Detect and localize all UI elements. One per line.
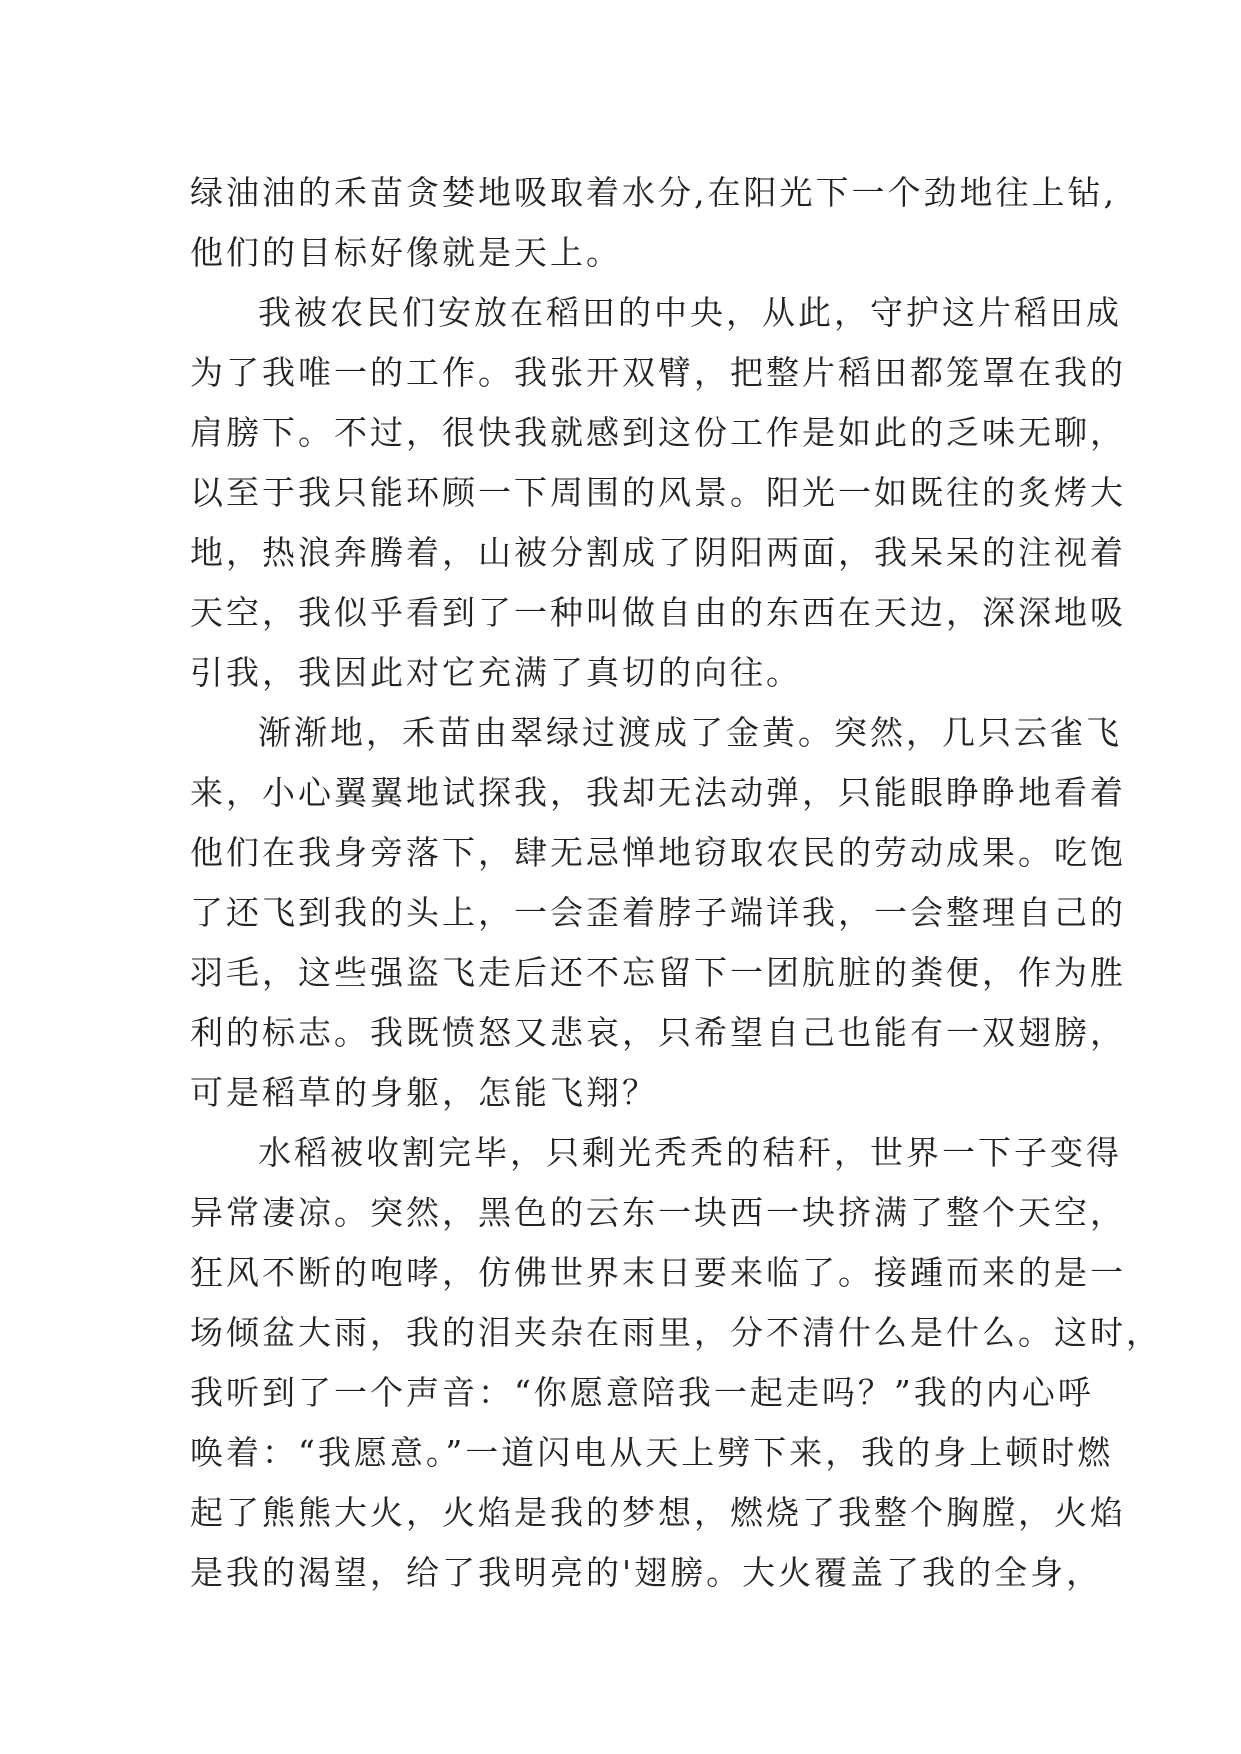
- text-line: 利的标志。我既愤怒又悲哀，只希望自己也能有一双翅膀，: [190, 1013, 1126, 1052]
- text-line: 我听到了一个声音：“你愿意陪我一起走吗？”我的内心呼: [190, 1373, 1094, 1412]
- text-line: 异常凄凉。突然，黑色的云东一块西一块挤满了整个天空，: [190, 1193, 1126, 1232]
- text-line: 他们的目标好像就是天上。: [190, 233, 622, 272]
- text-line: 来，小心翼翼地试探我，我却无法动弹，只能眼睁睁地看着: [190, 773, 1126, 812]
- text-line: 地，热浪奔腾着，山被分割成了阴阳两面，我呆呆的注视着: [190, 533, 1126, 572]
- text-line: 唤着：“我愿意。”一道闪电从天上劈下来，我的身上顿时燃: [190, 1433, 1114, 1472]
- text-line: 了还飞到我的头上，一会歪着脖子端详我，一会整理自己的: [190, 893, 1126, 932]
- text-line: 天空，我似乎看到了一种叫做自由的东西在天边，深深地吸: [190, 593, 1126, 632]
- paragraph-start-line: 水稻被收割完毕，只剩光秃秃的秸秆，世界一下子变得: [258, 1133, 1122, 1172]
- essay-body: [190, 163, 1162, 1603]
- text-line: 羽毛，这些强盗飞走后还不忘留下一团肮脏的粪便，作为胜: [190, 953, 1126, 992]
- text-line: 可是稻草的身躯，怎能飞翔？: [190, 1073, 658, 1112]
- paragraph-start-line: 渐渐地，禾苗由翠绿过渡成了金黄。突然，几只云雀飞: [258, 713, 1122, 752]
- text-line: 是我的渴望，给了我明亮的'翅膀。大火覆盖了我的全身，: [190, 1553, 1103, 1592]
- text-line: 场倾盆大雨，我的泪夹杂在雨里，分不清什么是什么。这时，: [190, 1313, 1162, 1352]
- paragraph-start-line: 我被农民们安放在稻田的中央，从此，守护这片稻田成: [258, 293, 1122, 332]
- text-line: 肩膀下。不过，很快我就感到这份工作是如此的乏味无聊，: [190, 413, 1126, 452]
- text-line: 以至于我只能环顾一下周围的风景。阳光一如既往的炙烤大: [190, 473, 1126, 512]
- text-line: 引我，我因此对它充满了真切的向往。: [190, 653, 802, 692]
- text-line: 他们在我身旁落下，肆无忌惮地窃取农民的劳动成果。吃饱: [190, 833, 1126, 872]
- text-line: 绿油油的禾苗贪婪地吸取着水分,在阳光下一个劲地往上钻,: [190, 173, 1117, 212]
- text-line: 为了我唯一的工作。我张开双臂，把整片稻田都笼罩在我的: [190, 353, 1126, 392]
- text-line: 起了熊熊大火，火焰是我的梦想，燃烧了我整个胸膛，火焰: [190, 1493, 1126, 1532]
- text-line: 狂风不断的咆哮，仿佛世界末日要来临了。接踵而来的是一: [190, 1253, 1126, 1292]
